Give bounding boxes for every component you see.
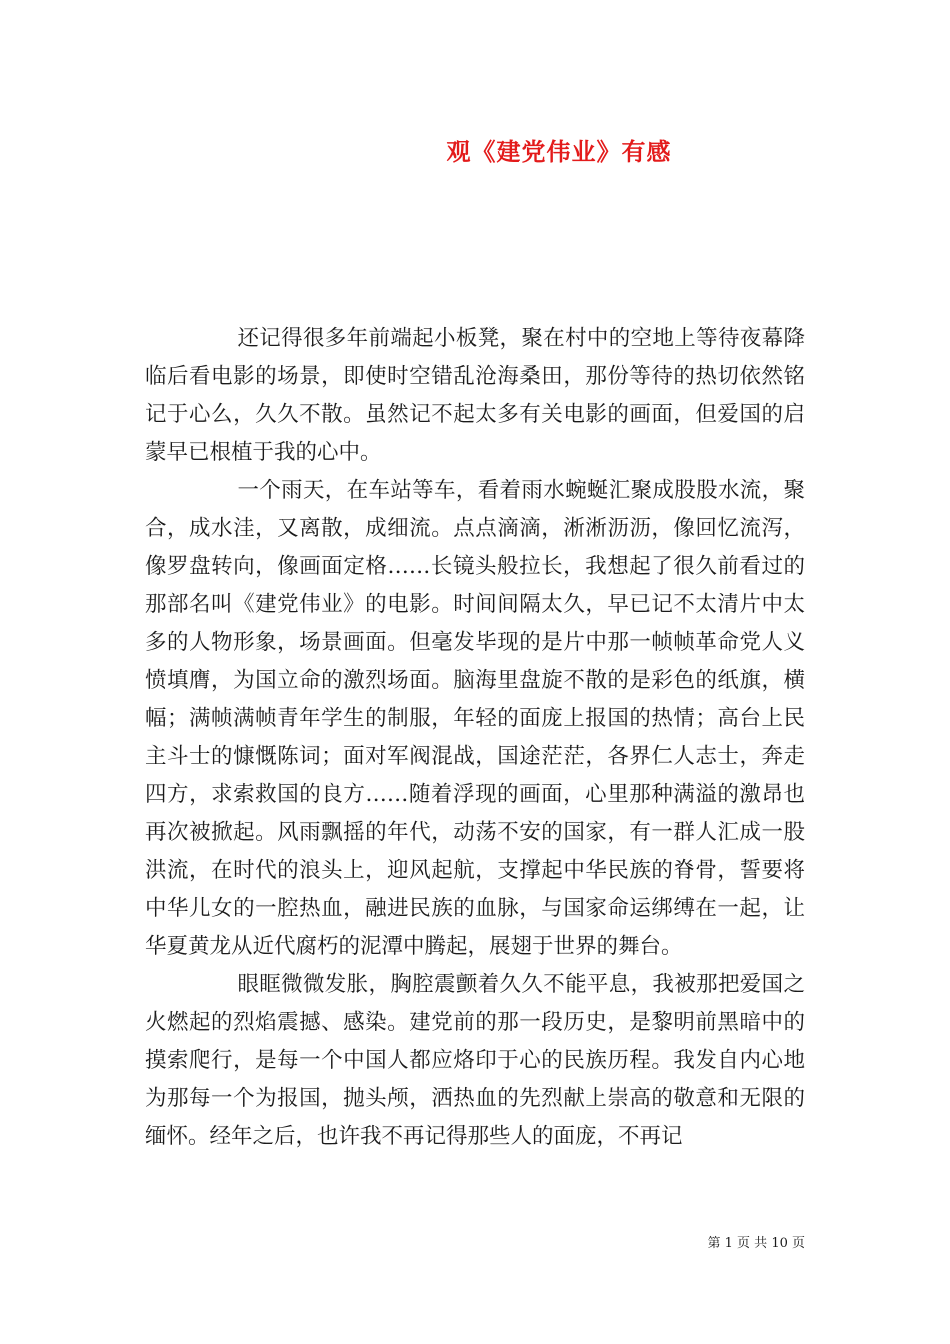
- paragraph-3: 眼眶微微发胀，胸腔震颤着久久不能平息，我被那把爱国之火燃起的烈焰震撼、感染。建党前的那一段历史，是黎明前黑暗中的摸索爬行，是每一个中国人都应烙印于心的民族历程。我发自内心地为那每一个为报国，抛头颅，洒热血的先烈献上崇高的敬意和无限的缅怀。经年之后，也许我不再记得那些人的面庞，不再记: [145, 972, 805, 1149]
- paragraph-2: 一个雨天，在车站等车，看着雨水蜿蜒汇聚成股股水流，聚合，成水洼，又离散，成细流。点点滴滴，淅淅沥沥，像回忆流泻，像罗盘转向，像画面定格……长镜头般拉长，我想起了很久前看过的那部名叫《建党伟业》的电影。时间间隔太久，早已记不太清片中太多的人物形象，场景画面。但毫发毕现的是片中那一帧帧革命党人义愤填膺，为国立命的激烈场面。脑海里盘旋不散的是彩色的纸旗，横幅；满帧满帧青年学生的制服，年轻的面庞上报国的热情；高台上民主斗士的慷慨陈词；面对军阀混战，国途茫茫，各界仁人志士，奔走四方，求索救国的良方……随着浮现的画面，心里那种满溢的激昂也再次被掀起。风雨飘摇的年代，动荡不安的国家，有一群人汇成一股洪流，在时代的浪头上，迎风起航，支撑起中华民族的脊骨，誓要将中华儿女的一腔热血，融进民族的血脉，与国家命运绑缚在一起，让华夏黄龙从近代腐朽的泥潭中腾起，展翅于世界的舞台。: [145, 478, 805, 959]
- page-number: 第 1 页 共 10 页: [707, 1236, 805, 1251]
- paragraph-1: 还记得很多年前端起小板凳，聚在村中的空地上等待夜幕降临后看电影的场景，即使时空错乱沧海桑田，那份等待的热切依然铭记于心么，久久不散。虽然记不起太多有关电影的画面，但爱国的启蒙早已根植于我的心中。: [145, 326, 805, 465]
- document-title: 观《建党伟业》有感: [446, 137, 672, 166]
- document-body: [145, 320, 805, 1156]
